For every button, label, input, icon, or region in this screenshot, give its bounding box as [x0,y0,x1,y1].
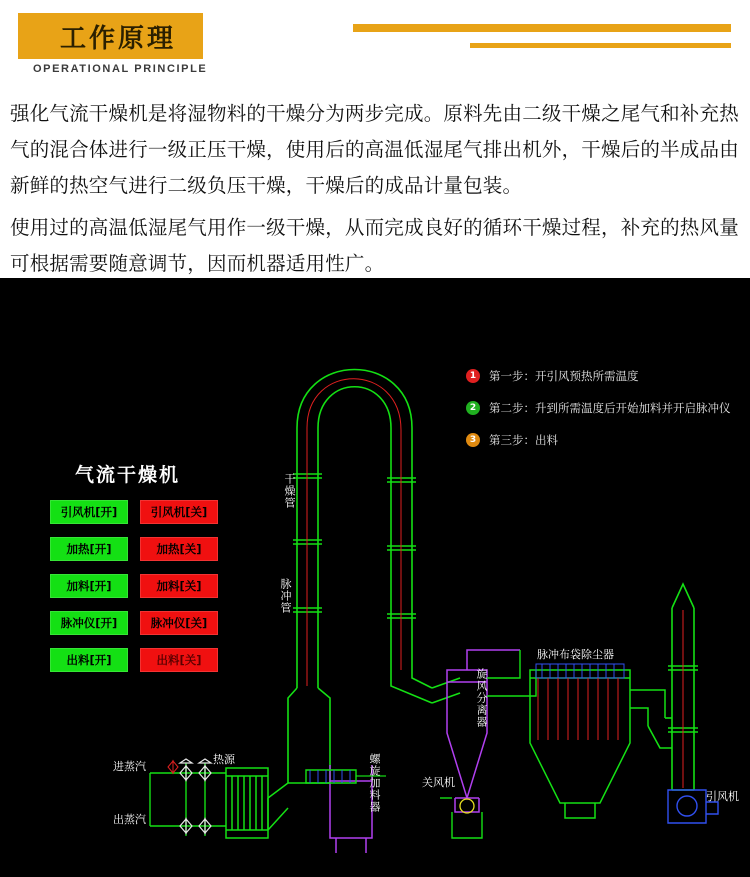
label-heat-source: 热源 [213,753,235,766]
label-cyclone-separator: 旋风分离器 [475,668,488,728]
button-fan-on[interactable]: 引风机[开] [50,500,128,524]
header-title-box [33,13,203,59]
step-badge-1: 1 [466,369,480,383]
button-feed-off[interactable]: 加料[关] [140,574,218,598]
button-heat-on[interactable]: 加热[开] [50,537,128,561]
paragraph-1: 强化气流干燥机是将湿物料的干燥分为两步完成。原料先由二级干燥之尾气和补充热气的混合体进行一级正压干燥，使用后的高温低湿尾气排出机外，干燥后的半成品由新鲜的热空气进行二级负压干燥，干燥后的成品计量包装。 [10,102,739,197]
step-item-1 [466,368,731,384]
label-steam-in: 进蒸汽 [113,760,146,773]
page-header [0,0,750,90]
step-text-2: 第二步：升到所需温度后开始加料并开启脉冲仪 [489,401,731,415]
page-title: 工作原理 [59,23,176,54]
label-steam-out: 出蒸汽 [113,813,146,826]
label-pulse-bag-filter: 脉冲布袋除尘器 [537,648,614,661]
description-block [10,96,740,288]
step-item-2 [466,400,731,416]
control-panel-off-column [140,500,218,685]
step-text-1: 第一步：开引风预热所需温度 [489,369,639,383]
button-feed-on[interactable]: 加料[开] [50,574,128,598]
step-badge-2: 2 [466,401,480,415]
header-rule-thin [470,43,731,48]
label-induced-draft-fan: 引风机 [706,790,739,803]
button-pulse-on[interactable]: 脉冲仪[开] [50,611,128,635]
step-badge-3: 3 [466,433,480,447]
button-heat-off[interactable]: 加热[关] [140,537,218,561]
label-dry-pipe: 干燥管 [283,473,296,509]
header-subtitle: OPERATIONAL PRINCIPLE [33,63,208,75]
diagram-title: 气流干燥机 [75,464,181,486]
process-diagram [0,278,750,877]
header-accent-bar [18,13,33,59]
header-rule-thick [353,24,731,32]
step-item-3 [466,432,731,448]
button-discharge-on[interactable]: 出料[开] [50,648,128,672]
paragraph-2: 使用过的高温低湿尾气用作一级干燥，从而完成良好的循环干燥过程，补充的热风量可根据需要随意调节，因而机器适用性广。 [10,216,739,275]
label-screw-feeder: 螺旋加料器 [368,753,381,813]
button-discharge-off[interactable]: 出料[关] [140,648,218,672]
steps-legend [466,368,731,464]
label-air-lock-valve: 关风机 [422,776,455,789]
button-fan-off[interactable]: 引风机[关] [140,500,218,524]
control-panel-on-column [50,500,128,685]
step-text-3: 第三步：出料 [489,433,558,447]
label-pulse-pipe: 脉冲管 [279,578,292,614]
button-pulse-off[interactable]: 脉冲仪[关] [140,611,218,635]
